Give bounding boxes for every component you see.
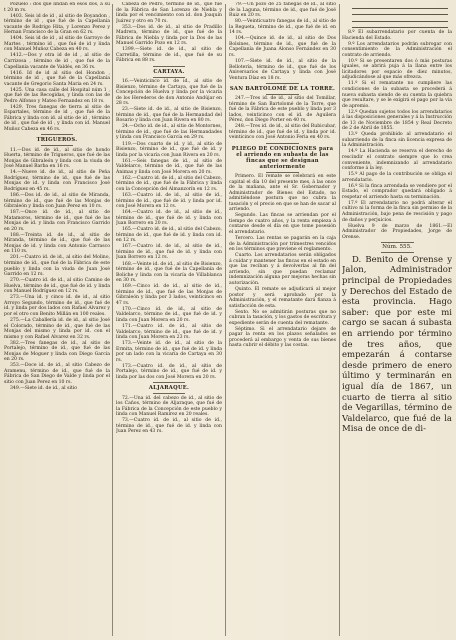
entry-paragraph: 275.—La Caballería id. de id., al sitio José el Colorado, término de id., que fué de las Monjas del mismo y linda por id. con el mismo y con Rafael Alvarez en 32 rs.	[4, 317, 110, 340]
separator	[153, 393, 185, 394]
section-heading-san-bartolome: SAN BARTOLOMÉ DE LA TORRE.	[229, 85, 336, 92]
entry-paragraph: 1416. Id de id al sitio del Hondon , término de id , que fué de la Capellanía vacante de Gregorio Santa Maria en 24 rs.	[4, 70, 110, 87]
entry-paragraph: 15.º Al pago de la contribución se obliga el arrendatario.	[342, 172, 452, 183]
column-rule	[112, 4, 113, 636]
entry-paragraph: 119.—Dos cuarto de id. y id., al sitio de Bisienzo, término de id., que fué de id. y linda por la vicaría con Juan Rivera en 20 rs.	[116, 141, 222, 158]
entry-paragraph: 353.—Dos id. de id., al sitio de Pradillo Madrera, término de id., que fué de la Fábrica de Niebla y linda por la Dos de las Manuel Garrido Pozo en 12 rs.	[116, 24, 222, 47]
entry-paragraph: 270.—Cuatro id. de id., al sitio Camino de Huelva, término de id., que fué de id. y linda con Manuel Rodríguez en 12 rs.	[4, 278, 110, 295]
column-3	[229, 2, 336, 638]
column-1-block-1	[4, 2, 110, 133]
entry-paragraph: 14.—Nueve id. de id., al sitio de Peña Rodríguez, término de id., que fué de las Monjas de id. y linda con Francisco José Rodríguez en 45 rs.	[4, 170, 110, 192]
entry-paragraph: Cabeza de Pedro, término de id., que fué de la Fábrica de San Lorenzo de Niebla y linda por el vencimiento con id. don Joaquín Juárez y otro en 70 rs.	[116, 2, 222, 24]
entry-paragraph: Sexto. No se admitirán posturas que no cubran la tasación, y los gastos de escritura y expediente serán de cuenta del rematante.	[229, 309, 336, 326]
entry-paragraph: Segundo. Las fincas se arriendan por el tiempo de cuatro años, y la renta empieza á contarse desde el día en que tome posesión el arrendatario.	[229, 213, 336, 235]
entry-paragraph: 187.—Once id. de id., al sitio de Matamoros, término de id., que fué de las Monjas de id. y linda con Francisco Garrido en 20 rs.	[4, 210, 110, 232]
separator	[41, 145, 73, 146]
entry-paragraph: 168.—Veinte id. de id., al sitio de Bisienzo, término de id., que fué de la Capellanía de Boliche y linda con la vicaría de Villablanca en 30 rs.	[116, 261, 222, 284]
entry-paragraph: 12.º Quedan sujetos todos los arrendatarios á las disposiciones generales y á la Instrucción de 13 de Noviembre de 1854 y Real Decreto de 2 de Abril de 1855.	[342, 109, 452, 132]
entry-paragraph: 273.—Una id. y cinco id. de id., al sitio Arroyo Segundo, término de id., que fué de id. y linda por dos lados con Rafael Alvarez y por el otro con Benito Millán en 100 reales.	[4, 295, 110, 317]
column-1	[4, 2, 110, 638]
separator	[153, 382, 185, 383]
section-heading-aljaraque: ALJARAQUE.	[148, 385, 190, 391]
entry-paragraph: 14.º La Hacienda se reserva el derecho de rescindir el contrato siempre que lo crea conveniente, indemnizando al arrendatario conforme á la ley.	[342, 149, 452, 172]
entry-paragraph: 1412.—Dos y otra id de id , al sitio de Carrizosa , término de id , que fué de la Capellanía vacante de Valdés, en 36 rs.	[4, 53, 110, 70]
separator	[381, 252, 414, 253]
entry-paragraph: 164.—Cuatro id. de id., al sitio de id., término de id., que fué de id. y linda con Juan Borrero en 20 rs.	[116, 210, 222, 227]
column-rule	[339, 4, 340, 636]
column-2-block-2	[116, 79, 222, 380]
separator	[266, 83, 298, 84]
column-3-block-3	[229, 174, 336, 349]
struck-out-lines	[342, 2, 452, 28]
entry-paragraph: 248.—Tres id. de id., al sitio del Rubicubar, término de id., que fué de id. y linda por id. veinticinco con José Antonio Feria en 40 rs.	[229, 124, 336, 141]
column-2-block-3	[116, 396, 222, 435]
section-heading-pliego: PLIEGO DE CONDICIONES para el arriendo en subasta de las fincas que se designan anteriormente	[231, 145, 334, 170]
entry-paragraph: 1403. Seis id de id , al sitio de Boyandon , término de id , que fué de la Capellanía vacante de Rodrigo Hita, y Lorenzo Perez y Hernan Francisco de la Gran en 62 rs.	[4, 13, 110, 36]
entry-paragraph: 9.º Los arrendatarios podrán subrogar con consentimiento de la Administración el contrato de arriendo.	[342, 41, 452, 58]
entry-paragraph: 170.—Cinco id. de id., al sitio de Valdelarco, término de id., que fué de id. y linda con Juan Morera en 20 rs.	[116, 306, 222, 323]
entry-paragraph: 173.—Cuatro id. de id., al sitio de Portalejo, término de id., que fué de id. y linda por las dos con José Morera en 20 rs.	[116, 363, 222, 380]
entry-paragraph: 16.º Si la finca arrendada se vendiere por el Estado, el comprador quedará obligado á respetar el arriendo hasta su terminación.	[342, 183, 452, 200]
entry-paragraph: 349.—Siete id. de id., al sitio	[10, 386, 77, 392]
column-1-block-2	[4, 148, 110, 392]
section-heading-cartaya: CARTAYA.	[153, 68, 185, 75]
separator	[266, 94, 298, 95]
entry-paragraph: 80.—Veinticuatro fanegas de id., al sitio de la Regueta, término de id., que fué de id. en 14 rs.	[229, 19, 336, 36]
entry-paragraph: 107.—Siete id. de id., al sitio de la Bellotería, término de id., que fué de los Aniversarios de Cartaya y linda con José Ventura Díaz en 18 rs.	[229, 58, 336, 81]
entry-paragraph: Primero. El remate se celebrará en este capital el día 10 del presente mes, á las once de la mañana, ante el Sr. Gobernador y Administrador de Bienes del Estado, no admitiéndose postura que no cubra la tasación y el precio en que se han de sacar al arriendo.	[229, 174, 336, 213]
entry-paragraph: 162.—Cuatro id. de id., al sitio del Cabezo, término de id., que fué de la Fábrica y linda con la Concepción del Almanzorín en 12 rs.	[116, 175, 222, 192]
entry-paragraph: Cuarto. Los arrendatarios serán obligados á cuidar y mantener las fincas en el estado en que las reciban y á devolverlas al fin del arriendo, sin que puedan reclamar indemnización alguna por mejoras hechas sin autorización.	[229, 253, 336, 286]
column-2-block-1	[116, 2, 222, 64]
entry-paragraph: 186.—Dos id. de id., al sitio de Miranda, término de id., que fué de las Monjas de Gibraleón y linda con Juan Perez en 10 rs.	[4, 192, 110, 210]
entry-paragraph: 79.—Un pozo de 25 fanegas de id., al sitio de la Laguna, término de id., que fué de José Ruiz en 20 rs.	[229, 2, 336, 19]
entry-paragraph: 11.—Dos id. de id., al sitio de hondo Huerta, término de Trigueros, que fué de las Monjas de Gibraleón y linda con la viuda de José Manuel Barba en 16 rs.	[4, 147, 110, 170]
column-rule	[225, 4, 226, 636]
entry-paragraph: 163.—Cuatro id. de id., al sitio de id., término de id., que fué de id. y linda por id. con José Morera en 12 rs.	[116, 192, 222, 210]
separator	[153, 66, 185, 67]
entry-paragraph: 1429. Tres fanegas de tierra al sitio de Espartales, término de id , que fué de la Fábrica y linda con id. al sitio de id , término de id , que fué de id , y linda con id. Manuel Muñoz Cabeza en 46 rs.	[4, 104, 110, 133]
column-3-block-1	[229, 2, 336, 81]
entry-paragraph: 167.—Cuatro id. de id., al sitio de id., término de id., que fué de id. y linda con Juan Borrero en 12 rs.	[116, 244, 222, 261]
entry-paragraph: 353.—Doce id. de id., al sitio Cabezo de Aramenu, término de id., que fué de la Fábrica de San Diego de Valde y linda por el sitio con Juan Perez en 10 rs.	[4, 363, 110, 385]
entry-paragraph: Tercero. Las rentas se pagarán en la caja de la Administración por trimestres vencidos en los términos que previene el reglamento.	[229, 236, 336, 253]
entry-paragraph: 382.—Tres fanegas de id., al sitio de Portalejo, término de id., que fué de las Monjas de Moguer y linda con Diego García en 20 rs.	[4, 340, 110, 363]
separator	[41, 134, 73, 135]
entry-paragraph: 1425. Una casa calle del Hospital núm 1 , que fué de las Recogidas, y linda con las de Pedro Alfonso y Mateo Fernandez en 18 rs.	[4, 87, 110, 104]
entry-paragraph: 165.—Cuatro id. de id., al sitio del Cabezo, término de id., que fué de id. y linda con id. en 12 rs.	[116, 227, 222, 244]
entry-paragraph: 11.º Si el rematante no cumpliere las condiciones de la subasta se procederá á nueva subasta siendo de su cuenta la quiebra que resultare, y se le exigirá el pago por la vía de apremio.	[342, 81, 452, 109]
entry-paragraph: 72.—Una id. del cabezo de id., al sitio de los Caños, término de Aljaraque, que fué de la Fábrica de la Concepción de este pueblo y linda con Manuel Ramírez en 20 reales.	[116, 395, 222, 418]
entry-paragraph: 10.º Si se presentaren dos ó más posturas iguales, se abrirá puja á la llana entre los licitadores por espacio de diez minutos, adjudicándose al que más ofrezca.	[342, 58, 452, 81]
signature-line: Huelva 9 de marzo de 1861.—El Administrador de Propiedades, Jorge de Orense.	[342, 223, 452, 240]
entry-paragraph: Quinto. El remate se adjudicará al mejor postor y será aprobado por la Administración, y el rematante dará fianza á satisfacción de esta.	[229, 286, 336, 309]
entry-paragraph: 188.—Treinta id. de id., al sitio de Miranda, término de id., que fué de las Monjas de id. y linda con Antonio Carrasco en 110 rs.	[4, 232, 110, 255]
entry-paragraph: 1399.—Siete id. de id., al sitio de Carretilla, término de id., que fué de su Fábrica en 88 rs.	[116, 47, 222, 64]
column-3-block-2	[229, 96, 336, 141]
entry-paragraph: 171.—Cuatro id. de id., al sitio de Valdelarco, término de id., que fué de id. y linda con Juan Morera en 23 rs.	[116, 324, 222, 341]
entry-paragraph: 201.—Cuatro id. de id., al sitio del Molino, término de id., que fué de la Fábrica de este pueblo y linda con la viuda de Juan José Garrido en 12 rs.	[4, 255, 110, 278]
column-2	[116, 2, 222, 638]
entry-paragraph: 24.—Ocho id. de id., al sitio de Montornes, término de id., que fué de las Hermandades y linda con Francisco García en 29 rs.	[116, 124, 222, 141]
notice-body: D. Benito de Orense y Jalon, Administrador principal de Propiedades y Derechos del Estado de esta provincia. Hago saber: que por este mi cargo se sacan á subasta en arriendo por término de tres años, que empezarán á contarse desde primero de enero último y terminarán en igual día de 1867, un cuarto de tierra al sitio de Vegarillas, término de Valdelarco, que fué de la Misa de once de di-	[342, 254, 452, 435]
separator	[266, 143, 298, 144]
entry-paragraph: 169.—Cinco id. de id., al sitio de id., término de id., que fué de las Monjas de Gibraleón y linda por 3 lados, veinticinco en 47 rs.	[116, 284, 222, 306]
entry-paragraph: 173.—Veinte id. de id., al sitio de la Ermita, término de id., que fué de id. y linda por un lado con la vicaría de Cartaya en 30 rs.	[116, 341, 222, 363]
entry-paragraph: 17.º El arrendatario no podrá alterar el cultivo ni la forma de la finca sin permiso de la Administración, bajo pena de rescisión y pago de daños y perjuicios.	[342, 200, 452, 223]
entry-paragraph: 247.—Tres id. de id., al sitio del Tomillar, término de San Bartolomé de la Torre, que fué de la Fábrica de este pueblo y linda por 3 lados, veinticinco con el id. de Aguilera Pérez, don Diego Porter en 40 rs.	[229, 96, 336, 124]
column-4	[342, 2, 452, 638]
entry-paragraph: 104.—Quince id. de id., al sitio de Dos Bolsines, término de id., que fué de la Capellanía de Juana Alonso Fernández en 30 rs.	[229, 36, 336, 58]
entry-paragraph: 8.º El subarrendatario por cuenta de la Hacienda del Estado.	[342, 30, 452, 41]
separator	[266, 172, 298, 173]
section-heading-trigueros: TRIGUEROS.	[36, 137, 78, 144]
column-4-block-1	[342, 30, 452, 223]
entry-paragraph: 73.—Cuatro id. de id., al sitio de id., término de id., que fué de id. y linda con Juan Perez en 43 rs.	[116, 418, 222, 435]
entry-paragraph: 1404. Seis id de id , al sitio de Garroyo de Martes , término id , que fué de id y linda con Manuel Muñoz Cabeza en 40 rs.	[4, 36, 110, 53]
notice-number: Núm. 555.	[382, 243, 412, 250]
entry-paragraph: 23.—Siete id. de id., al sitio de Bisienzo, término de id., que fué de la Hermandad del Rosario y linda con Juan Rivera en 80 rs.	[116, 107, 222, 124]
separator	[153, 77, 185, 78]
entry-paragraph: 13.º Queda prohibido al arrendatario el subarriendo de la finca sin licencia expresa de la Administración.	[342, 132, 452, 149]
entry-paragraph: 16.—Veinticinco id. de id., al sitio de Bisienzo, término de Cartaya, que fué de la Concepción de Huelva y linda por la vicaría de los Herederos de don Antonio Andújar en 28 rs.	[116, 79, 222, 107]
entry-paragraph: Séptimo. Si el arrendatario dejare de pagar la renta en los plazos señalados se procederá al embargo y venta de sus bienes hasta cubrir el débito y las costas.	[229, 326, 336, 349]
entry-paragraph: 161.—Seis fanegas de id., al sitio de Valdelarco, término de id., que fué de las Ánimas y linda con José Morera en 20 rs.	[116, 158, 222, 175]
separator	[381, 242, 414, 243]
entry-paragraph: Pozuelo : dos que lindan en ésos dos, á su t 20 m rs.	[4, 2, 110, 13]
